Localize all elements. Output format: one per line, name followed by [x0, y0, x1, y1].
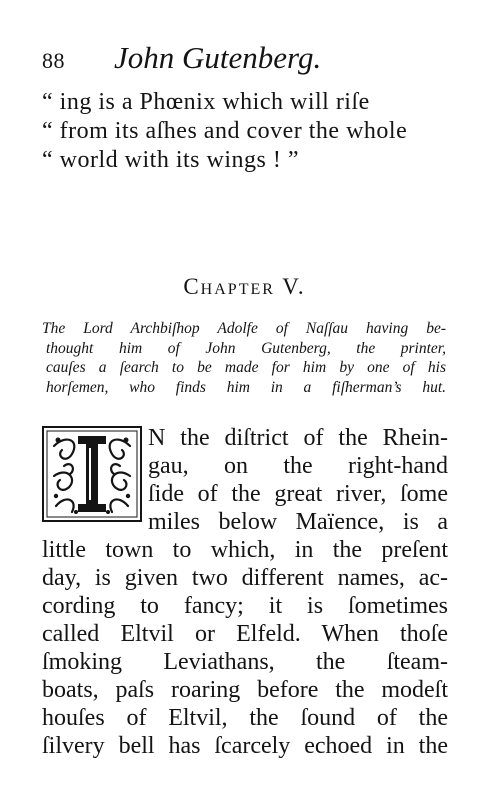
body-line: boats, paſs roaring before the modeſt	[42, 677, 448, 703]
body-line: day, is given two different names, ac-	[42, 565, 448, 591]
body-line: ſmoking Leviathans, the ſteam-	[42, 649, 448, 675]
page-number: 88	[42, 48, 65, 73]
body-line: cording to fancy; it is ſometimes	[42, 593, 448, 619]
decorated-initial-icon	[42, 426, 142, 522]
body-line: ſide of the great river, ſome	[148, 481, 448, 507]
body-line: little town to which, in the preſent	[42, 537, 448, 563]
body-paragraph-opening	[148, 424, 448, 536]
page-header	[42, 40, 462, 80]
body-line: called Eltvil or Elfeld. When thoſe	[42, 621, 448, 647]
summary-line: The Lord Archbiſhop Adolfe of Naſſau having be-	[42, 320, 446, 337]
chapter-heading: Chapter V.	[183, 274, 306, 299]
quote-line: “ from its aſhes and cover the whole	[42, 118, 408, 144]
quote-continuation	[42, 88, 462, 175]
body-line: gau, on the right-hand	[148, 453, 448, 479]
body-line: N the diſtrict of the Rhein-	[148, 425, 448, 451]
body-line: houſes of Eltvil, the ſound of the	[42, 705, 448, 731]
body-line: ſilvery bell has ſcarcely echoed in the	[42, 733, 448, 759]
summary-line: horſemen, who finds him in a fiſherman’s hut.	[46, 378, 446, 396]
summary-line: thought him of John Gutenberg, the printer,	[46, 339, 446, 357]
chapter-summary	[42, 319, 446, 397]
quote-line: “ ing is a Phœnix which will riſe	[42, 89, 370, 115]
summary-line: cauſes a ſearch to be made for him by one of his	[46, 359, 446, 376]
quote-line: “ world with its wings ! ”	[42, 147, 299, 173]
drop-cap-ornament	[42, 426, 142, 522]
running-title: John Gutenberg.	[114, 40, 322, 75]
body-line: miles below Maïence, is a	[148, 509, 448, 535]
body-paragraph	[42, 536, 448, 760]
